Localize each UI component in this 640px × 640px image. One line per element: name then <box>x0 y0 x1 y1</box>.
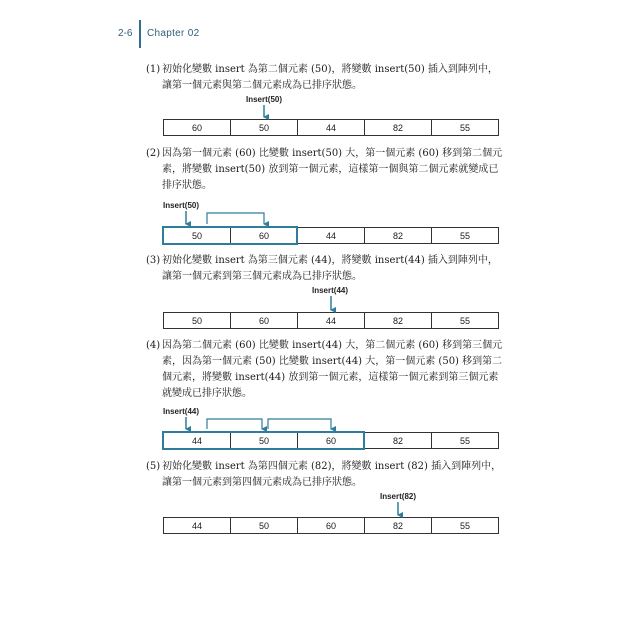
array-cell: 55 <box>459 230 470 241</box>
insert-label: Insert(44) <box>312 286 349 295</box>
step-number: (1) <box>146 64 161 75</box>
step-text: 初始化變數 insert 為第三個元素 (44)，將變數 insert(44) 插入到陣列中，讓第一個元素到第三個元素成為已排序狀態。 <box>162 255 498 282</box>
array-cell: 82 <box>365 313 432 328</box>
array-cell: 82 <box>365 518 432 533</box>
array-cell: 60 <box>298 518 365 533</box>
page-number: 2-6 <box>118 28 133 39</box>
array-cell: 44 <box>298 228 365 243</box>
shift-arrow-icon <box>268 419 331 429</box>
step-number: (3) <box>146 255 161 266</box>
insert-label: Insert(82) <box>380 492 417 501</box>
array-cell: 50 <box>231 433 298 448</box>
array-cell: 60 <box>298 433 365 448</box>
step-text: 因為第一個元素 (60) 比變數 insert(50) 大，第一個元素 (60) 移到第二個元素，將變數 insert(50) 放到第一個元素，這樣第一個與第二個元素就變成已排序狀態。 <box>162 148 503 191</box>
array-cell: 50 <box>231 120 298 135</box>
step-number: (5) <box>146 461 161 472</box>
insert-label: Insert(44) <box>163 407 200 416</box>
step-number: (4) <box>146 340 161 351</box>
array-cell: 44 <box>298 120 365 135</box>
shift-arrow-icon <box>207 419 262 429</box>
array-cell: 50 <box>231 518 298 533</box>
insert-label: Insert(50) <box>246 95 283 104</box>
array-cell: 44 <box>164 518 231 533</box>
array-cell: 60 <box>231 228 298 243</box>
array-cell: 60 <box>164 120 231 135</box>
array-cell: 55 <box>459 122 470 133</box>
array-cell: 82 <box>365 433 432 448</box>
chapter-title: Chapter 02 <box>147 28 200 39</box>
shift-arrow-icon <box>207 213 264 224</box>
array-cell: 44 <box>298 313 365 328</box>
step-text: 初始化變數 insert 為第四個元素 (82)，將變數 insert (82) 插入到陣列中，讓第一個元素到第四個元素成為已排序狀態。 <box>162 461 502 488</box>
array-cell: 55 <box>459 315 470 326</box>
insert-label: Insert(50) <box>163 201 200 210</box>
array-cell: 82 <box>365 228 432 243</box>
array-cell: 50 <box>164 228 231 243</box>
step-text: 初始化變數 insert 為第二個元素 (50)，將變數 insert(50) 插入到陣列中，讓第一個元素與第二個元素成為已排序狀態。 <box>162 64 498 91</box>
step-number: (2) <box>146 148 161 159</box>
array-cell: 55 <box>459 435 470 446</box>
array-cell: 44 <box>164 433 231 448</box>
array-cell: 60 <box>231 313 298 328</box>
array-cell: 55 <box>459 520 470 531</box>
step-text: 因為第二個元素 (60) 比變數 insert(44) 大，第二個元素 (60) 移到第三個元素，因為第一個元素 (50) 比變數 insert(44) 大，第一個元素 (50) 移到第二個元素，將變數 insert(44) 放到第一個元素，這樣第一個元素到第三個元素就變成已排序狀態。 <box>162 340 503 399</box>
array-cell: 50 <box>164 313 231 328</box>
array-cell: 82 <box>365 120 432 135</box>
